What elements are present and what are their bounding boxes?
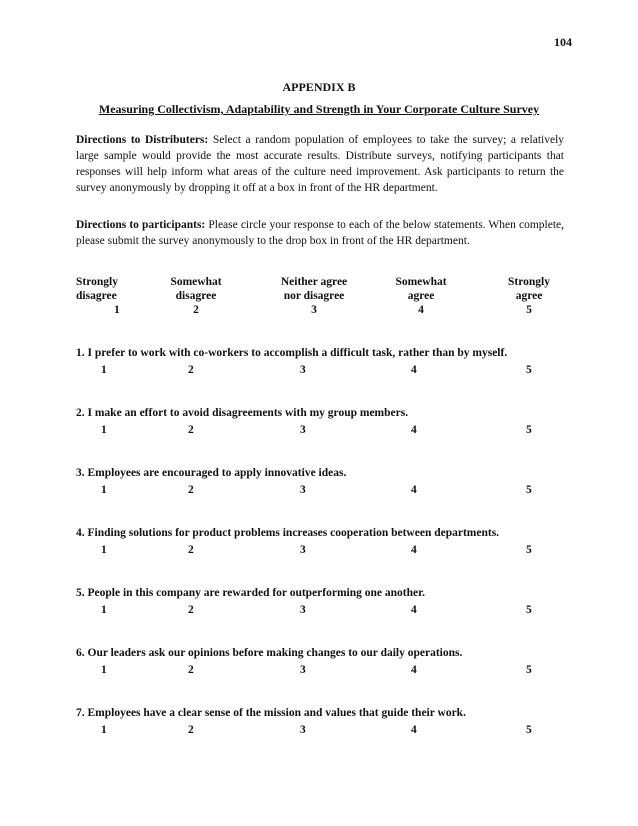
scale-value: 4 — [418, 304, 424, 316]
scale-label-line1: Somewhat — [170, 276, 222, 288]
response-option-2[interactable]: 2 — [188, 724, 194, 736]
response-option-4[interactable]: 4 — [411, 364, 417, 376]
response-option-3[interactable]: 3 — [300, 724, 306, 736]
scale-value: 5 — [526, 304, 532, 316]
response-option-5[interactable]: 5 — [526, 544, 532, 556]
scale-label-line1: Strongly — [76, 276, 118, 288]
survey-title: Measuring Collectivism, Adaptability and Strength in Your Corporate Culture Survey — [98, 102, 540, 116]
question-text: 1. I prefer to work with co-workers to accomplish a difficult task, rather than by myself. — [76, 347, 508, 359]
response-option-4[interactable]: 4 — [411, 604, 417, 616]
response-option-2[interactable]: 2 — [188, 484, 194, 496]
scale-label-line2: agree — [515, 290, 543, 302]
response-scale-legend — [76, 275, 564, 325]
scale-label-line2: disagree — [175, 290, 217, 302]
response-option-5[interactable]: 5 — [526, 664, 532, 676]
question-text: 5. People in this company are rewarded for outperforming one another. — [76, 587, 426, 599]
survey-question-5 — [76, 587, 564, 621]
survey-question-6 — [76, 647, 564, 681]
response-option-1[interactable]: 1 — [101, 364, 107, 376]
response-option-4[interactable]: 4 — [411, 424, 417, 436]
response-option-3[interactable]: 3 — [300, 484, 306, 496]
scale-value: 3 — [311, 304, 317, 316]
scale-somewhat-agree — [381, 275, 461, 317]
scale-label-line2: nor disagree — [283, 290, 345, 302]
scale-somewhat-disagree — [156, 275, 236, 317]
scale-label-line2: disagree — [76, 290, 117, 302]
directions-participants — [76, 217, 564, 249]
question-text: 6. Our leaders ask our opinions before making changes to our daily operations. — [76, 647, 463, 659]
response-option-2[interactable]: 2 — [188, 364, 194, 376]
response-option-5[interactable]: 5 — [526, 604, 532, 616]
scale-strongly-disagree — [76, 275, 120, 317]
question-text: 2. I make an effort to avoid disagreements with my group members. — [76, 407, 409, 419]
response-option-1[interactable]: 1 — [101, 484, 107, 496]
response-option-4[interactable]: 4 — [411, 664, 417, 676]
response-option-1[interactable]: 1 — [101, 604, 107, 616]
scale-label-line1: Neither agree — [280, 276, 348, 288]
response-option-5[interactable]: 5 — [526, 484, 532, 496]
question-text: 7. Employees have a clear sense of the mission and values that guide their work. — [76, 707, 466, 719]
response-option-5[interactable]: 5 — [526, 724, 532, 736]
scale-value: 2 — [193, 304, 199, 316]
scale-neither — [264, 275, 364, 317]
response-option-1[interactable]: 1 — [101, 544, 107, 556]
scale-label-line2: agree — [407, 290, 435, 302]
question-text: 4. Finding solutions for product problems increases cooperation between departments. — [76, 527, 500, 539]
response-option-4[interactable]: 4 — [411, 724, 417, 736]
scale-label-line1: Strongly — [508, 276, 550, 288]
question-text: 3. Employees are encouraged to apply innovative ideas. — [76, 467, 347, 479]
response-option-1[interactable]: 1 — [101, 724, 107, 736]
response-option-2[interactable]: 2 — [188, 604, 194, 616]
response-option-4[interactable]: 4 — [411, 544, 417, 556]
survey-question-3 — [76, 467, 564, 501]
response-option-2[interactable]: 2 — [188, 544, 194, 556]
response-option-3[interactable]: 3 — [300, 424, 306, 436]
response-option-3[interactable]: 3 — [300, 604, 306, 616]
response-option-2[interactable]: 2 — [188, 424, 194, 436]
scale-label-line1: Somewhat — [395, 276, 447, 288]
directions-participants-text: Please circle your response to each of the below statements. When complete, please submit the survey anonymously to the drop box in front of the HR department. — [76, 219, 564, 247]
survey-question-1 — [76, 347, 564, 381]
scale-strongly-agree — [494, 275, 564, 317]
scale-value: 1 — [114, 304, 120, 316]
survey-question-7 — [76, 707, 564, 741]
directions-distributors-lead: Directions to Distributers: — [76, 134, 209, 146]
response-option-4[interactable]: 4 — [411, 484, 417, 496]
response-option-1[interactable]: 1 — [101, 664, 107, 676]
page-number: 104 — [554, 35, 572, 49]
response-option-5[interactable]: 5 — [526, 364, 532, 376]
survey-question-4 — [76, 527, 564, 561]
response-option-3[interactable]: 3 — [300, 364, 306, 376]
response-option-5[interactable]: 5 — [526, 424, 532, 436]
appendix-title: APPENDIX B — [282, 80, 356, 94]
directions-distributors — [76, 132, 564, 196]
directions-participants-lead: Directions to participants: — [76, 219, 206, 231]
survey-question-2 — [76, 407, 564, 441]
response-option-3[interactable]: 3 — [300, 664, 306, 676]
directions-distributors-text: Select a random population of employees to take the survey; a relatively large sample would provide the most accurate results. Distribute surveys, notifying participants that responses will help inform what areas of the culture need improvement. Ask participants to return the survey anonymously by dropping it off at a box in front of the HR department. — [76, 134, 565, 194]
response-option-1[interactable]: 1 — [101, 424, 107, 436]
response-option-3[interactable]: 3 — [300, 544, 306, 556]
response-option-2[interactable]: 2 — [188, 664, 194, 676]
